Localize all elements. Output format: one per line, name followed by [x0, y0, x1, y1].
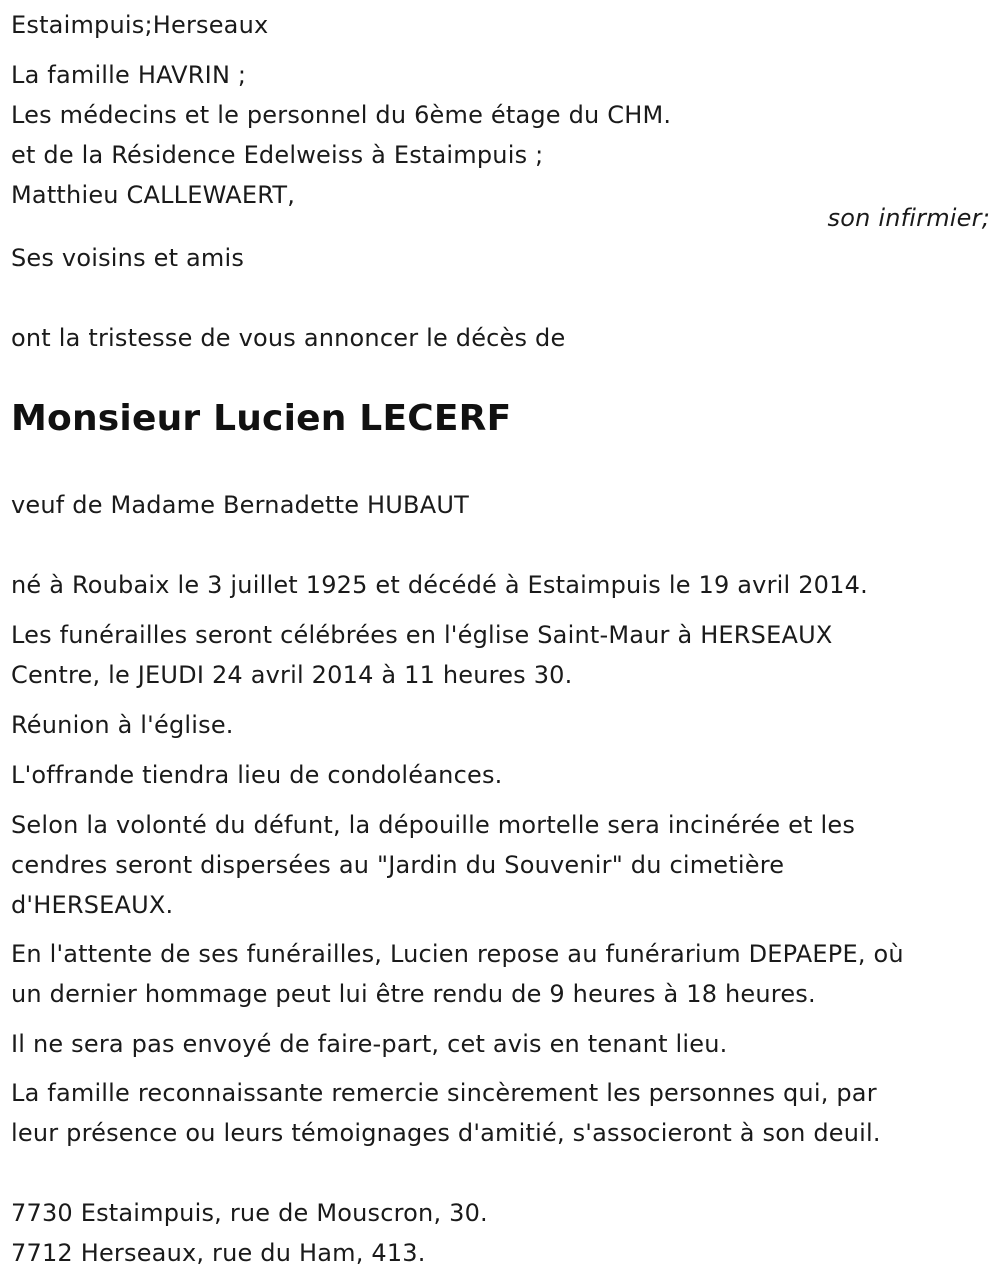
- widower-of: veuf de Madame Bernadette HUBAUT: [11, 491, 469, 519]
- thanks-line-2: leur présence ou leurs témoignages d'amitié, s'associeront à son deuil.: [11, 1119, 881, 1147]
- funerarium-line-2: un dernier hommage peut lui être rendu de 9 heures à 18 heures.: [11, 980, 816, 1008]
- funeral-line-2: Centre, le JEUDI 24 avril 2014 à 11 heures 30.: [11, 661, 573, 689]
- thanks-line-1: La famille reconnaissante remercie sincèrement les personnes qui, par: [11, 1079, 877, 1107]
- birth-death: né à Roubaix le 3 juillet 1925 et décédé à Estaimpuis le 19 avril 2014.: [11, 571, 868, 599]
- mourner-nurse-name: Matthieu CALLEWAERT,: [11, 181, 296, 209]
- cremation-line-3: d'HERSEAUX.: [11, 891, 174, 919]
- no-card: Il ne sera pas envoyé de faire-part, cet avis en tenant lieu.: [11, 1030, 728, 1058]
- cremation-line-2: cendres seront dispersées au "Jardin du Souvenir" du cimetière: [11, 851, 785, 879]
- mourner-doctors: Les médecins et le personnel du 6ème étage du CHM.: [11, 101, 672, 129]
- meeting: Réunion à l'église.: [11, 711, 234, 739]
- address-estaimpuis: 7730 Estaimpuis, rue de Mouscron, 30.: [11, 1199, 488, 1227]
- offering: L'offrande tiendra lieu de condoléances.: [11, 761, 503, 789]
- deceased-name: Monsieur Lucien LECERF: [11, 398, 512, 439]
- mourner-friends: Ses voisins et amis: [11, 244, 245, 272]
- funerarium-line-1: En l'attente de ses funérailles, Lucien repose au funérarium DEPAEPE, où: [11, 940, 904, 968]
- cremation-line-1: Selon la volonté du défunt, la dépouille mortelle sera incinérée et les: [11, 811, 856, 839]
- mourner-nurse-role: son infirmier;: [827, 204, 990, 232]
- funeral-line-1: Les funérailles seront célébrées en l'église Saint-Maur à HERSEAUX: [11, 621, 833, 649]
- announcement-intro: ont la tristesse de vous annoncer le décès de: [11, 324, 566, 352]
- header-locations: Estaimpuis;Herseaux: [11, 11, 269, 39]
- mourner-residence: et de la Résidence Edelweiss à Estaimpuis ;: [11, 141, 544, 169]
- mourner-family: La famille HAVRIN ;: [11, 61, 247, 89]
- address-herseaux: 7712 Herseaux, rue du Ham, 413.: [11, 1239, 426, 1267]
